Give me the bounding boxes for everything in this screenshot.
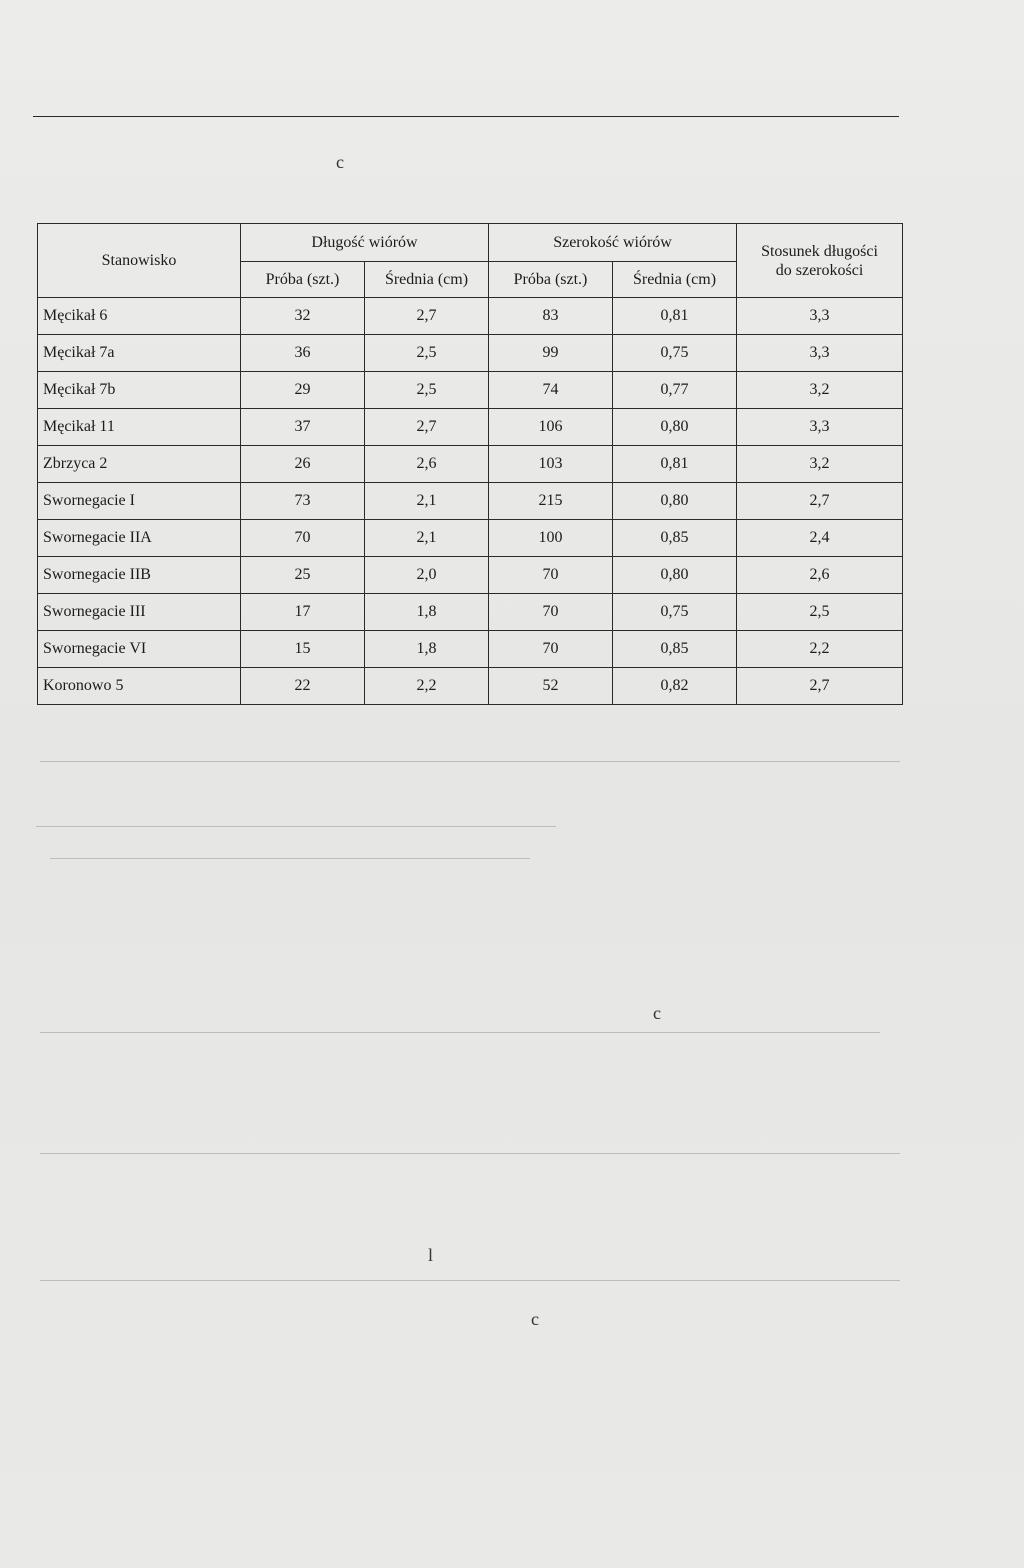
cell-ratio: 2,7 [737,483,903,520]
cell-width-sample: 70 [489,557,613,594]
cell-width-sample: 99 [489,335,613,372]
cell-length-sample: 17 [241,594,365,631]
table-row [38,372,903,409]
faint-line [40,1280,900,1281]
cell-width-sample: 52 [489,668,613,705]
cell-ratio: 3,2 [737,372,903,409]
cell-ratio: 2,4 [737,520,903,557]
cell-width-sample: 74 [489,372,613,409]
cell-length-mean: 2,6 [365,446,489,483]
stray-mark: l [428,1245,434,1265]
cell-length-sample: 32 [241,298,365,335]
cell-length-sample: 22 [241,668,365,705]
cell-station: Swornegacie IIB [38,557,241,594]
cell-station: Zbrzyca 2 [38,446,241,483]
cell-length-mean: 2,0 [365,557,489,594]
cell-width-mean: 0,81 [613,298,737,335]
table-row [38,520,903,557]
cell-station: Swornegacie IIA [38,520,241,557]
cell-width-mean: 0,77 [613,372,737,409]
table-row [38,483,903,520]
faint-line [36,826,556,827]
faint-line [40,761,900,762]
cell-width-mean: 0,80 [613,483,737,520]
cell-station: Męcikał 6 [38,298,241,335]
cell-width-sample: 106 [489,409,613,446]
cell-ratio: 2,5 [737,594,903,631]
cell-station: Męcikał 7b [38,372,241,409]
cell-width-mean: 0,75 [613,335,737,372]
header-row [38,224,903,262]
cell-length-sample: 29 [241,372,365,409]
table-row [38,335,903,372]
subheader-length-mean: Średnia (cm) [365,262,489,298]
cell-width-sample: 215 [489,483,613,520]
table-row [38,446,903,483]
cell-length-mean: 2,7 [365,298,489,335]
cell-width-sample: 70 [489,631,613,668]
cell-width-sample: 103 [489,446,613,483]
cell-length-mean: 2,5 [365,335,489,372]
cell-station: Swornegacie VI [38,631,241,668]
table-row [38,668,903,705]
cell-width-mean: 0,75 [613,594,737,631]
cell-width-mean: 0,85 [613,520,737,557]
cell-station: Męcikał 11 [38,409,241,446]
cell-length-mean: 2,2 [365,668,489,705]
cell-ratio: 3,3 [737,335,903,372]
subheader-width-mean: Średnia (cm) [613,262,737,298]
cell-length-mean: 2,1 [365,520,489,557]
cell-length-sample: 15 [241,631,365,668]
cell-ratio: 3,2 [737,446,903,483]
stray-mark: c [336,152,344,172]
cell-ratio: 3,3 [737,409,903,446]
cell-length-sample: 73 [241,483,365,520]
cell-ratio: 2,2 [737,631,903,668]
subheader-length-sample: Próba (szt.) [241,262,365,298]
table-row [38,594,903,631]
cell-length-sample: 37 [241,409,365,446]
cell-length-mean: 2,5 [365,372,489,409]
cell-ratio: 2,7 [737,668,903,705]
cell-width-mean: 0,82 [613,668,737,705]
header-rule [33,116,899,117]
cell-length-sample: 36 [241,335,365,372]
chip-dimensions-table [37,223,903,705]
cell-length-mean: 2,1 [365,483,489,520]
cell-length-mean: 1,8 [365,631,489,668]
cell-width-sample: 83 [489,298,613,335]
cell-width-mean: 0,80 [613,409,737,446]
cell-width-mean: 0,81 [613,446,737,483]
header-ratio: Stosunek długości do szerokości [737,224,903,298]
stray-mark: c [531,1309,539,1329]
faint-line [50,858,530,859]
faint-line [40,1153,900,1154]
cell-length-sample: 25 [241,557,365,594]
cell-station: Koronowo 5 [38,668,241,705]
header-station: Stanowisko [38,224,241,298]
cell-width-mean: 0,85 [613,631,737,668]
table-row [38,298,903,335]
cell-length-sample: 70 [241,520,365,557]
cell-ratio: 3,3 [737,298,903,335]
table-row [38,631,903,668]
subheader-width-sample: Próba (szt.) [489,262,613,298]
faint-line [40,1032,880,1033]
cell-length-sample: 26 [241,446,365,483]
table-row [38,557,903,594]
cell-length-mean: 2,7 [365,409,489,446]
cell-station: Swornegacie I [38,483,241,520]
cell-station: Męcikał 7a [38,335,241,372]
table-row [38,409,903,446]
cell-width-sample: 70 [489,594,613,631]
cell-length-mean: 1,8 [365,594,489,631]
header-chip-length: Długość wiórów [241,224,489,262]
cell-ratio: 2,6 [737,557,903,594]
cell-width-mean: 0,80 [613,557,737,594]
cell-width-sample: 100 [489,520,613,557]
stray-mark: c [653,1003,661,1023]
cell-station: Swornegacie III [38,594,241,631]
header-chip-width: Szerokość wiórów [489,224,737,262]
